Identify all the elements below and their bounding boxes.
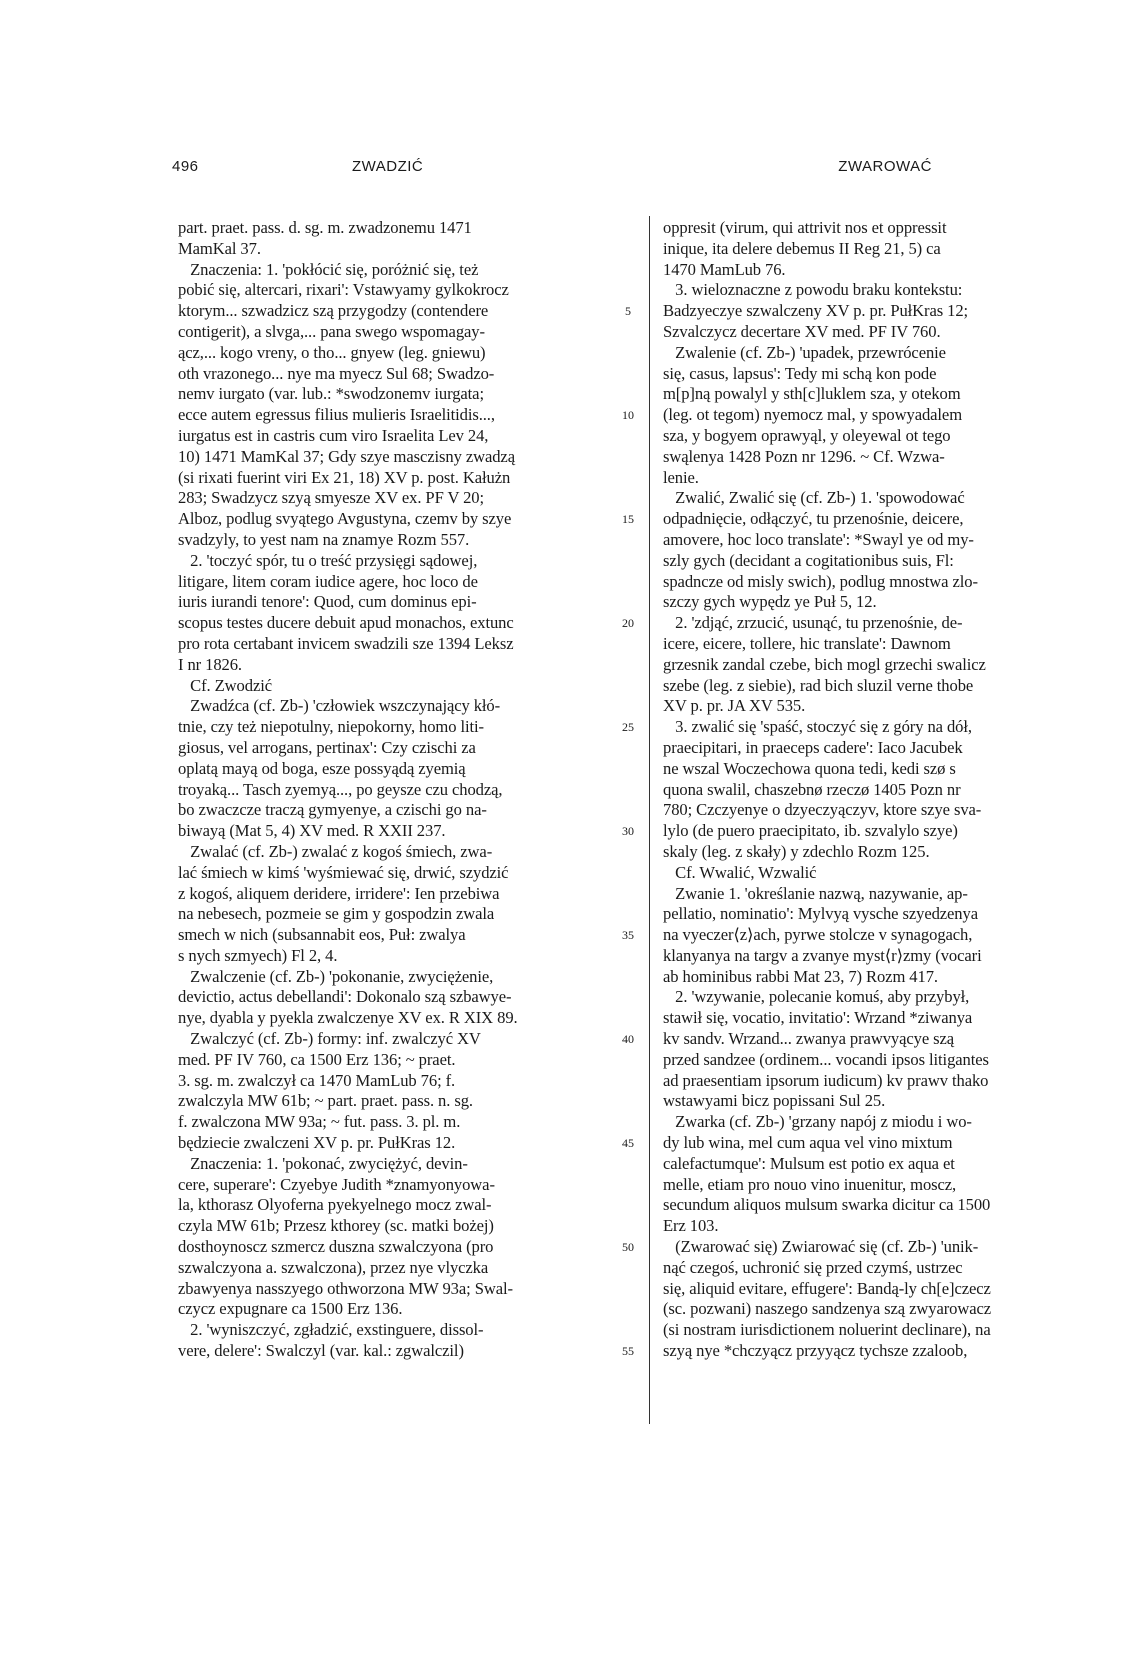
text-line: lylo (de puero praecipitato, ib. szvalylo szye)	[663, 821, 958, 841]
text-line: oplatą mayą od boga, esze possyądą zyemią	[178, 758, 466, 778]
text-line: amovere, hoc loco translate': *Swayl ye od my-	[663, 529, 974, 549]
text-line: Zwalać (cf. Zb-) zwalać z kogoś śmiech, zwa-	[178, 841, 493, 861]
text-line: wstawyami bicz popissani Sul 25.	[663, 1091, 886, 1111]
text-line: na vyeczer⟨z⟩ach, pyrwe stolcze v synagogach,	[663, 925, 973, 945]
text-line: 2. 'zdjąć, zrzucić, usunąć, tu przenośnie, de-	[663, 613, 963, 633]
text-line: szwalczyona a. szwalczona), przez nye vlyczka	[178, 1257, 489, 1277]
text-line: kv sandv. Wrzand... zwanya prawvyącye szą	[663, 1029, 955, 1049]
text-line: zwalczyla MW 61b; ~ part. praet. pass. n. sg.	[178, 1091, 473, 1111]
text-line: 2. 'wzywanie, polecanie komuś, aby przybył,	[663, 987, 970, 1007]
text-line: oth vrazonego... nye ma myecz Sul 68; Swadzo-	[178, 363, 495, 383]
text-line: ad praesentiam ipsorum iudicum) kv prawv thako	[663, 1070, 989, 1090]
text-line: 1470 MamLub 76.	[663, 259, 786, 279]
text-line: przed sandzee (ordinem... vocandi ipsos litigantes	[663, 1049, 989, 1069]
text-line: f. zwalczona MW 93a; ~ fut. pass. 3. pl. m.	[178, 1112, 461, 1132]
text-line: na nebesech, pozmeie se gim y gospodzin zwala	[178, 904, 495, 924]
text-line: lać śmiech w kimś 'wyśmiewać się, drwić, szydzić	[178, 862, 509, 882]
text-line: stawił się, vocatio, invitatio': Wrzand *ziwanya	[663, 1008, 973, 1028]
text-line: nąć czegoś, uchronić się przed czymś, ustrzec	[663, 1257, 963, 1277]
line-number: 50	[622, 1240, 634, 1255]
left-headword: ZWADZIĆ	[352, 158, 424, 175]
text-line: swąlenya 1428 Pozn nr 1296. ~ Cf. Wzwa-	[663, 446, 945, 466]
text-line: nye, dyabla y pyekla zwalczenye XV ex. R XIX 89.	[178, 1008, 518, 1028]
text-line: melle, etiam pro nouo vino inuenitur, moscz,	[663, 1174, 957, 1194]
text-line: devictio, actus debellandi': Dokonalo szą szbawye-	[178, 987, 512, 1007]
text-line: lenie.	[663, 467, 699, 487]
text-line: Zwalczyć (cf. Zb-) formy: inf. zwalczyć XV	[178, 1029, 481, 1049]
text-line: grzesnik zandal czebe, bich mogl grzechi swalicz	[663, 654, 986, 674]
line-number: 45	[622, 1136, 634, 1151]
text-line: skaly (leg. z skały) y zdechlo Rozm 125.	[663, 841, 930, 861]
text-line: 2. 'wyniszczyć, zgładzić, exstinguere, dissol-	[178, 1320, 484, 1340]
text-line: icere, eicere, tollere, hic translate': Dawnom	[663, 633, 951, 653]
text-line: svadzyly, to yest nam na znamye Rozm 557.	[178, 529, 470, 549]
text-line: iurgatus est in castris cum viro Israelita Lev 24,	[178, 425, 489, 445]
text-line: calefactumque': Mulsum est potio ex aqua et	[663, 1153, 955, 1173]
text-line: szczy gych wypędz ye Puł 5, 12.	[663, 592, 877, 612]
text-line: szebe (leg. z siebie), rad bich sluzil verne thobe	[663, 675, 974, 695]
text-line: Zwalczenie (cf. Zb-) 'pokonanie, zwycięże​nie,	[178, 966, 494, 986]
text-line: (leg. ot tegom) nyemocz mal, y spowyadalem	[663, 405, 963, 425]
text-line: giosus, vel arrogans, pertinax': Czy czischi za	[178, 737, 476, 757]
text-line: s nych szmyech) Fl 2, 4.	[178, 945, 338, 965]
text-line: I nr 1826.	[178, 654, 242, 674]
text-line: vere, delere': Swalczyl (var. kal.: zgwalczil)	[178, 1341, 464, 1361]
text-line: ącz,... kogo vreny, o tho... gnyew (leg. gniewu)	[178, 342, 486, 362]
line-number: 55	[622, 1344, 634, 1359]
text-line: (si nostram iurisdictionem noluerint declinare), na	[663, 1320, 991, 1340]
text-line: 780; Czczyenye o dzyeczyączyv, ktore szye sva-	[663, 800, 982, 820]
text-line: (si rixati fuerint viri Ex 21, 18) XV p. post. Kałużn	[178, 467, 511, 487]
line-number: 20	[622, 616, 634, 631]
right-column	[663, 218, 1083, 1362]
text-line: nemv iurgato (var. lub.: *swodzonemv iurgata;	[178, 384, 484, 404]
text-line: Badzyeczye szwalczeny XV p. pr. PułKras 12;	[663, 301, 969, 321]
text-line: ktorym... szwadzicz szą przygodzy (contendere	[178, 301, 489, 321]
right-headword: ZWAROWAĆ	[838, 158, 932, 175]
text-line: Zwarka (cf. Zb-) 'grzany napój z miodu i wo-	[663, 1112, 972, 1132]
text-line: 283; Swadzycz szyą smyesze XV ex. PF V 20;	[178, 488, 484, 508]
text-line: Szvalczycz decertare XV med. PF IV 760.	[663, 321, 941, 341]
text-line: quona swalil, chaszebnø rzeczø 1405 Pozn nr	[663, 779, 961, 799]
line-number: 40	[622, 1032, 634, 1047]
text-line: dosthoynoscz szmercz duszna szwalczyona (pro	[178, 1237, 494, 1257]
text-line: 10) 1471 MamKal 37; Gdy szye masczisny zwadzą	[178, 446, 515, 466]
text-line: dy lub wina, mel cum aqua vel vino mixtum	[663, 1133, 953, 1153]
text-line: (Zwarować się) Zwiarować się (cf. Zb-) 'unik-	[663, 1237, 979, 1257]
text-line: MamKal 37.	[178, 238, 261, 258]
text-line: Zwanie 1. 'określanie nazwą, nazywanie, ap-	[663, 883, 968, 903]
text-line: XV p. pr. JA XV 535.	[663, 696, 806, 716]
text-line: ne wszal Woczechowa quona tedi, kedi szø s	[663, 758, 956, 778]
text-line: 3. sg. m. zwalczył ca 1470 MamLub 76; f.	[178, 1070, 456, 1090]
text-line: biwayą (Mat 5, 4) XV med. R XXII 237.	[178, 821, 446, 841]
text-line: Znaczenia: 1. 'pokłócić się, poróżnić się, też	[178, 259, 479, 279]
text-line: Zwadźca (cf. Zb-) 'człowiek wszczynający kłó-	[178, 696, 501, 716]
text-line: Znaczenia: 1. 'pokonać, zwyciężyć, devin-	[178, 1153, 468, 1173]
text-line: czyla MW 61b; Przesz kthorey (sc. matki bożej)	[178, 1216, 494, 1236]
text-line: troyaką... Tasch zyemyą..., po geysze czu chodzą,	[178, 779, 503, 799]
text-line: 3. wieloznaczne z powodu braku kontekstu:	[663, 280, 963, 300]
line-number: 30	[622, 824, 634, 839]
text-line: Cf. Zwodzić	[178, 675, 272, 695]
text-line: Zwalić, Zwalić się (cf. Zb-) 1. 'spowodować	[663, 488, 965, 508]
text-line: smech w nich (subsannabit eos, Puł: zwalya	[178, 925, 466, 945]
text-line: pro rota certabant invicem swadzili sze 1394 Leksz	[178, 633, 514, 653]
text-line: odpadnięcie, odłączyć, tu przenośnie, deicere,	[663, 509, 964, 529]
text-line: się, aliquid evitare, effugere': Bandą-ly ch[e]czecz	[663, 1278, 991, 1298]
text-line: 2. 'toczyć spór, tu o treść przysięgi sądowej,	[178, 550, 478, 570]
text-line: secundum aliquos mulsum swarka dicitur ca 1500	[663, 1195, 991, 1215]
line-number: 15	[622, 512, 634, 527]
text-line: spadncze od misly swich), podlug mnostwa zlo-	[663, 571, 978, 591]
text-line: pobić się, altercari, rixari': Vstawyamy gylkokrocz	[178, 280, 509, 300]
text-line: praecipitari, in praeceps cadere': Iaco Jacubek	[663, 737, 963, 757]
text-line: 3. zwalić się 'spaść, stoczyć się z góry na dół,	[663, 717, 972, 737]
text-line: się, casus, lapsus': Tedy mi schą kon pode	[663, 363, 937, 383]
text-line: Cf. Wwalić, Wzwalić	[663, 862, 817, 882]
text-line: będziecie zwalczeni XV p. pr. PułKras 12.	[178, 1133, 456, 1153]
text-line: med. PF IV 760, ca 1500 Erz 136; ~ praet.	[178, 1049, 456, 1069]
text-line: part. praet. pass. d. sg. m. zwadzonemu 1471	[178, 218, 472, 237]
running-header	[172, 158, 932, 182]
text-line: iuris iurandi tenore': Quod, cum dominus epi-	[178, 592, 477, 612]
line-number: 25	[622, 720, 634, 735]
text-line: sza, y bogyem oprawyąl, y oleyewal ot tego	[663, 425, 951, 445]
text-line: tnie, czy też niepotulny, niepokorny, homo liti-	[178, 717, 484, 737]
text-line: (sc. pozwani) naszego sandzenya szą zwyarowacz	[663, 1299, 992, 1319]
text-line: m[p]ną powalyl y sth[c]luklem sza, y otekom	[663, 384, 961, 404]
text-line: szly gych (decidant a cogitationibus suis, Fl:	[663, 550, 954, 570]
text-line: ecce autem egressus filius mulieris Israelitidis...,	[178, 405, 495, 425]
text-line: klanyanya na targv a zvanye myst⟨r⟩zmy (vocari	[663, 945, 982, 965]
text-line: Erz 103.	[663, 1216, 719, 1236]
text-line: bo zwaczcze traczą gymyenye, a czischi go na-	[178, 800, 487, 820]
line-number: 35	[622, 928, 634, 943]
text-line: szyą nye *chczyącz przyyącz tychsze zzaloob,	[663, 1341, 968, 1361]
line-number: 10	[622, 408, 634, 423]
text-line: Alboz, podlug svyątego Avgustyna, czemv by szye	[178, 509, 512, 529]
page-number: 496	[172, 158, 199, 175]
line-number: 5	[625, 304, 631, 319]
left-column	[178, 218, 596, 1362]
text-line: ab hominibus rabbi Mat 23, 7) Rozm 417.	[663, 966, 938, 986]
text-line: czycz expugnare ca 1500 Erz 136.	[178, 1299, 403, 1319]
text-line: Zwalenie (cf. Zb-) 'upadek, przewrócenie	[663, 342, 946, 362]
text-line: contigerit), a slvga,... pana swego wspomagay-	[178, 321, 485, 341]
text-line: z kogoś, aliquem deridere, irridere': Ien przebiwa	[178, 883, 500, 903]
text-line: cere, superare': Czyebye Judith *znamyonyowa-	[178, 1174, 495, 1194]
text-line: pellatio, nominatio': Mylvyą vysche szyedzenya	[663, 904, 978, 924]
text-line: litigare, litem coram iudice agere, hoc loco de	[178, 571, 478, 591]
text-line: scopus testes ducere debuit apud monachos, extunc	[178, 613, 514, 633]
text-line: la, kthorasz Olyoferna pyekyelnego mocz zwal-	[178, 1195, 492, 1215]
text-line: inique, ita delere debemus II Reg 21, 5) ca	[663, 238, 941, 258]
text-line: oppresit (virum, qui attrivit nos et oppressit	[663, 218, 947, 237]
text-line: zbawyenya nasszyego othworzona MW 93a; Swal-	[178, 1278, 513, 1298]
column-divider	[649, 216, 650, 1424]
